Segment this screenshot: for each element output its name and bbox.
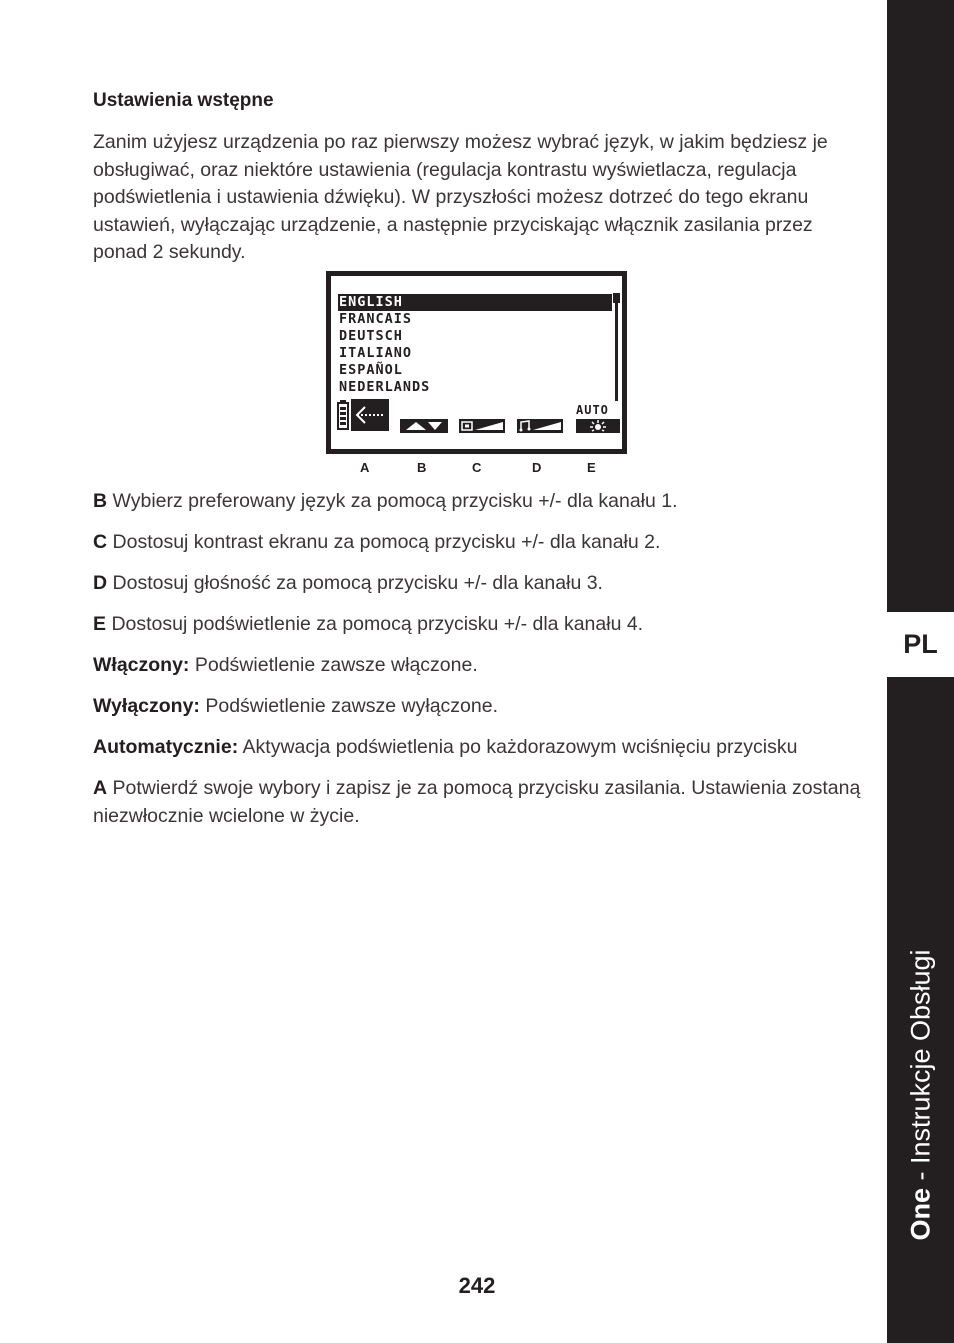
item-text: Wybierz preferowany język za pomocą przycisku +/- dla kanału 1.: [112, 490, 678, 512]
list-item: [93, 693, 873, 721]
language-list: [338, 294, 613, 396]
item-text: Dostosuj podświetlenie za pomocą przycisku +/- dla kanału 4.: [111, 613, 644, 635]
language-item: ESPAÑOL: [339, 362, 403, 378]
item-key: A: [93, 777, 108, 799]
battery-icon: [337, 400, 349, 430]
item-key: C: [93, 531, 108, 553]
back-arrow-icon: [351, 399, 389, 431]
title-rest: - Instrukcje Obsługi: [905, 949, 936, 1189]
list-item: [93, 611, 873, 639]
page-number: 242: [458, 1273, 496, 1298]
key-label-b: B: [417, 460, 427, 475]
key-label-d: D: [532, 460, 542, 475]
list-item: [93, 570, 873, 598]
lcd-display: [331, 276, 622, 449]
item-text: Dostosuj kontrast ekranu za pomocą przycisku +/- dla kanału 2.: [112, 531, 661, 553]
item-key: Włączony:: [93, 654, 190, 676]
backlight-icon: [576, 419, 620, 433]
list-item: [93, 488, 873, 516]
language-item: ITALIANO: [339, 345, 413, 361]
up-down-arrows-icon: [400, 419, 448, 433]
title-brand: One: [905, 1188, 936, 1241]
item-key: Automatycznie:: [93, 736, 239, 758]
item-key: Wyłączony:: [93, 695, 200, 717]
key-label-c: C: [472, 460, 482, 475]
language-item-selected: ENGLISH: [338, 294, 612, 311]
item-text: Podświetlenie zawsze wyłączone.: [205, 695, 498, 717]
item-text: Dostosuj głośność za pomocą przycisku +/- dla kanału 3.: [112, 572, 603, 594]
lcd-screen-figure: [326, 271, 627, 454]
contrast-icon: [459, 419, 505, 433]
settings-list: [93, 488, 873, 844]
language-item: NEDERLANDS: [339, 379, 431, 395]
intro-paragraph: Zanim użyjesz urządzenia po raz pierwszy możesz wybrać język, w jakim będziesz je obsługiwać, oraz niektóre ustawienia (regulacja kontrastu wyświetlacza, regulacja podświetlenia i ustawienia dźwięku). W przyszłości możesz dotrzeć do tego ekranu ustawień, wyłączając urządzenie, a następnie przyciskając włącznik zasilania przez ponad 2 sekundy.: [93, 131, 828, 263]
lcd-scroll-thumb: [613, 293, 620, 303]
vertical-manual-title: [906, 949, 937, 1240]
item-text: Potwierdź swoje wybory i zapisz je za pomocą przycisku zasilania. Ustawienia zostaną niezwłocznie wcielone w życie.: [93, 777, 861, 827]
list-item: [93, 529, 873, 557]
list-item: [93, 775, 873, 830]
language-item: FRANCAIS: [339, 311, 413, 327]
auto-label: AUTO: [576, 403, 609, 417]
item-text: Aktywacja podświetlenia po każdorazowym wciśnięciu przycisku: [242, 736, 798, 758]
item-key: D: [93, 572, 108, 594]
item-key: B: [93, 490, 108, 512]
lcd-scrollbar: [615, 293, 618, 401]
key-label-a: A: [360, 460, 370, 475]
list-item: [93, 652, 873, 680]
key-label-e: E: [587, 460, 596, 475]
section-heading: Ustawienia wstępne: [93, 90, 274, 111]
language-item: DEUTSCH: [339, 328, 403, 344]
volume-icon: [517, 419, 563, 433]
language-tab: PL: [887, 612, 954, 677]
list-item: [93, 734, 873, 762]
item-key: E: [93, 613, 107, 635]
item-text: Podświetlenie zawsze włączone.: [194, 654, 478, 676]
